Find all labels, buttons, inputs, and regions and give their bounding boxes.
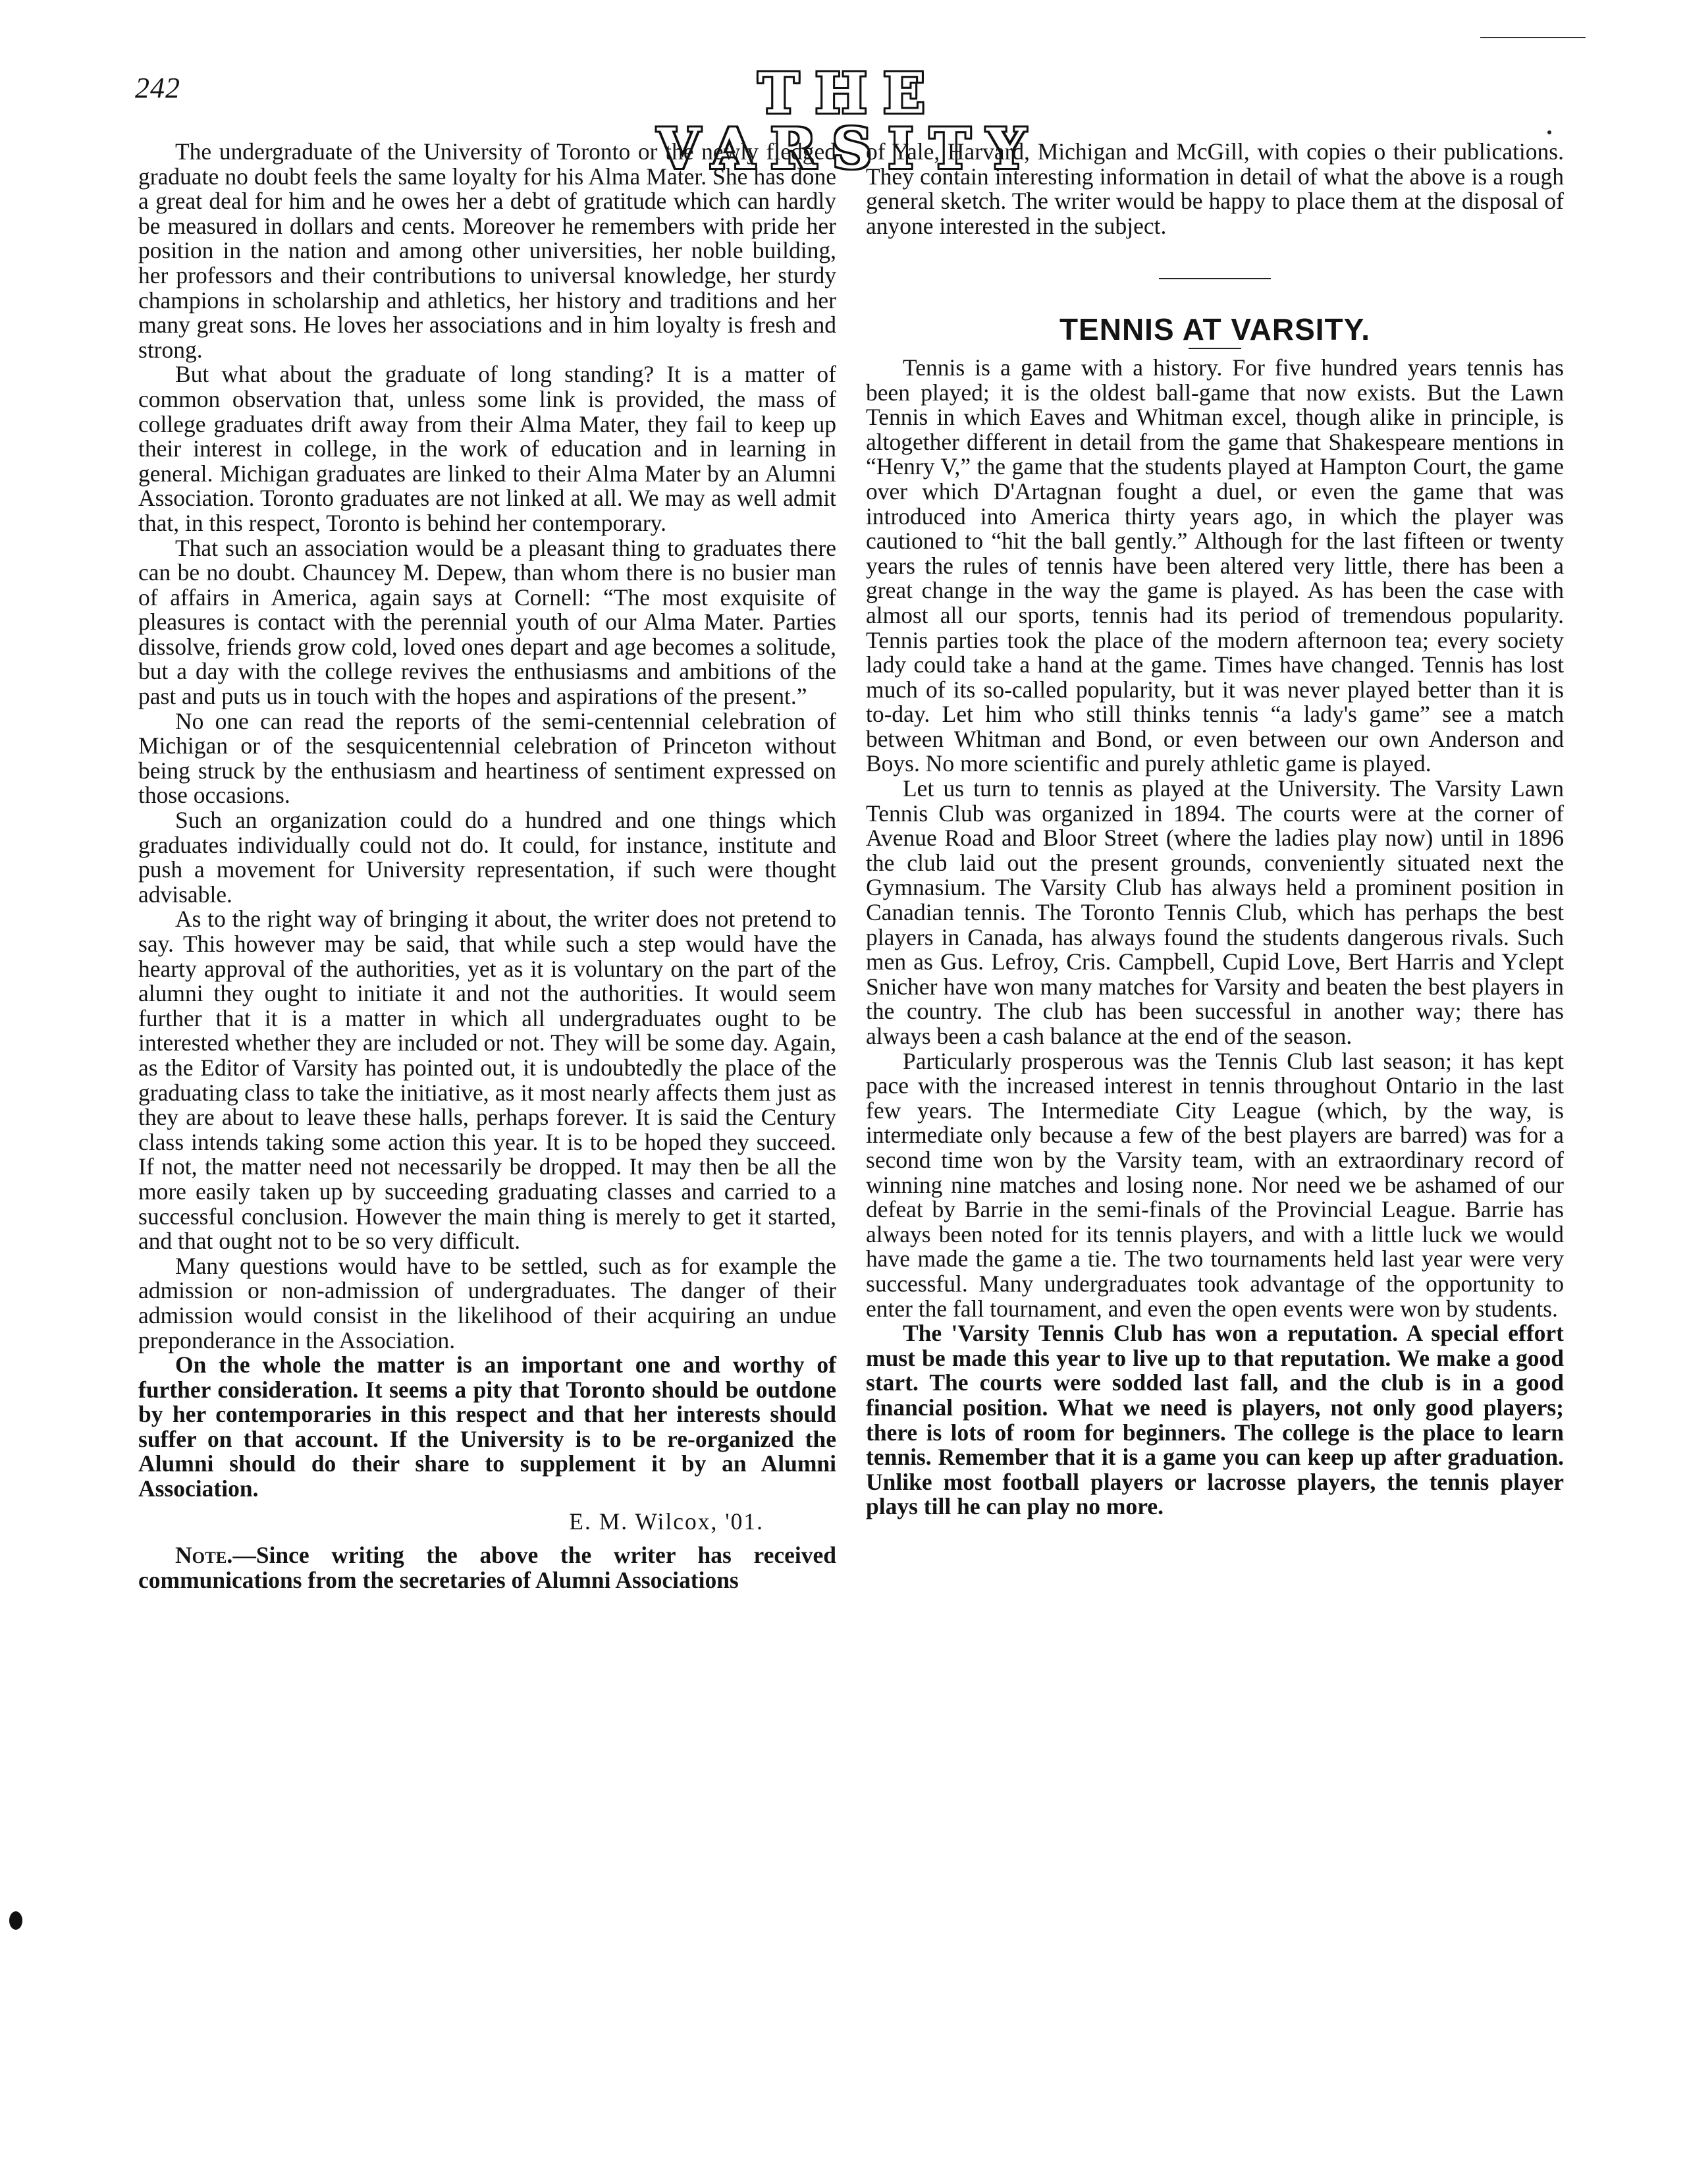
article-paragraph: As to the right way of bringing it about, the writer does not pretend to say. This however may be said, that while such a step would have the hearty approval of the authorities, yet as it is voluntary on the part of the alumni they ought to initiate it and not the authorities. It would seem further that it is a matter in which all undergraduates ought to be interested whether they are included or not. They will be some day. Again, as the Editor of Varsity has pointed out, it is undoubtedly the place of the graduating class to take the initiative, as it most nearly affects them just as they are about to leave these halls, perhaps forever. It is said the Century class intends taking some action this year. It is to be hoped they succeed. If not, the matter need not necessarily be dropped. It may then be all the more easily taken up by succeeding graduating classes and carried to a successful conclusion. However the main thing is merely to get it started, and that ought not to be so very difficult.	[138, 906, 836, 1255]
article-paragraph: The 'Varsity Tennis Club has won a reputation. A special effort must be made this year to live up to that reputation. We make a good start. The courts were sodded last fall, and the club is in a good financial position. What we need is players, not only good players; there is lots of room for beginners. The college is the place to learn tennis. Remember that it is a game you can keep up after graduation. Unlike most football players or lacrosse players, the tennis player plays till he can play no more.	[866, 1320, 1564, 1520]
article-paragraph: Such an organization could do a hundred and one things which graduates individually could not do. It could, for instance, institute and push a movement for University representation, if such were thought advisable.	[138, 807, 836, 908]
article-paragraph: That such an association would be a pleasant thing to graduates there can be no doubt. Chauncey M. Depew, than whom there is no busier man of affairs in America, again says at Cornell: “The most exquisite of pleasures is contact with the perennial youth of our Alma Mater. Parties dissolve, friends grow cold, loved ones depart and age becomes a solitude, but a day with the college revives the enthusiasms and ambitions of the past and puts us in touch with the hopes and aspirations of the present.”	[138, 534, 836, 710]
article-heading: TENNIS AT VARSITY.	[1059, 312, 1371, 347]
left-column	[138, 140, 836, 1593]
article-paragraph: Tennis is a game with a history. For five hundred years tennis has been played; it is the oldest ball-game that now exists. But the Lawn Tennis in which Eaves and Whitman excel, though alike in principle, is altogether different in detail from the game that Shakespeare mentions in “Henry V,” the game that the students played at Hampton Court, the game over which D'Artagnan fought a duel, or even the game that was introduced into America thirty years ago, in which the player was cautioned to “hit the ball gently.” Although for the last fifteen or twenty years the rules of tennis have been altered very little, there has been a great change in the way the game is played. As has been the case with almost all our sports, tennis had its period of tremendous popularity. Tennis parties took the place of the modern afternoon tea; every society lady could take a hand at the game. Times have changed. Tennis has lost much of its so-called popularity, but it was never played better than it is to-day. Let him who still thinks tennis “a lady's game” see a match between Whitman and Bond, or even between our own Anderson and Boys. No more scientific and purely athletic game is played.	[866, 354, 1564, 777]
article-paragraph: On the whole the matter is an important one and worthy of further consideration. It seems a pity that Toronto should be outdone by her contemporaries in this respect and that her interests should suffer on that account. If the University is to be re-organized the Alumni should do their share to supplement it by an Alumni Association.	[138, 1351, 836, 1502]
note-text: —Since writing the above the writer has received communications from the secretaries of Alumni Associations	[138, 1542, 836, 1593]
article-paragraph: Let us turn to tennis as played at the University. The Varsity Lawn Tennis Club was organized in 1894. The courts were at the corner of Avenue Road and Bloor Street (where the ladies play now) until in 1896 the club laid out the present grounds, conveniently situated next the Gymnasium. The Varsity Club has always held a prominent position in Canadian tennis. The Toronto Tennis Club, which has perhaps the best players in Canada, has always found the students dangerous rivals. Such men as Gus. Lefroy, Cris. Campbell, Cupid Love, Bert Harris and Yclept Snicher have won many matches for Varsity and beaten the best players in the country. The club has been successful in another way; there has always been a cash balance at the end of the season.	[866, 775, 1564, 1049]
author-signature: E. M. Wilcox, '01.	[569, 1508, 764, 1535]
article-paragraph: But what about the graduate of long standing? It is a matter of common observation that, unless some link is provided, the mass of college graduates drift away from their Alma Mater, they fail to keep up their interest in college, in the work of education and in learning in general. Michigan graduates are linked to their Alma Mater by an Alumni Association. Toronto graduates are not linked at all. We may as well admit that, in this respect, Toronto is behind her contemporary.	[138, 361, 836, 536]
article-paragraph: No one can read the reports of the semi-centennial celebration of Michigan or of the sesquicentennial celebration of Princeton without being struck by the enthusiasm and heartiness of sentiment expressed on those occasions.	[138, 707, 836, 809]
article-paragraph: Many questions would have to be settled, such as for example the admission or non-admission of undergraduates. The danger of their admission would consist in the likelihood of their acquiring an undue preponderance in the Association.	[138, 1252, 836, 1353]
right-column	[866, 140, 1564, 1519]
page-number: 242	[135, 72, 180, 104]
section-divider	[1159, 278, 1271, 279]
article-paragraph: The undergraduate of the University of Toronto or the newly fledged graduate no doubt feels the same loyalty for his Alma Mater. She has done a great deal for him and he owes her a debt of gratitude which can hardly be measured in dollars and cents. Moreover he remembers with pride her position in the nation and among other universities, her noble building, her professors and their contributions to universal knowledge, her sturdy champions in scholarship and athletics, her history and traditions and her many great sons. He loves her associations and in him loyalty is fresh and strong.	[138, 138, 836, 363]
article-paragraph: Particularly prosperous was the Tennis Club last season; it has kept pace with the increased interest in tennis throughout Ontario in the last few years. The Intermediate City League (which, by the way, is intermediate only because a few of the best players are barred) was for a second time won by the Varsity team, with an extraordinary record of winning nine matches and losing none. Nor need we be ashamed of our defeat by Barrie in the semi-finals of the Provincial League. Barrie has always been noted for its tennis players, and with a little luck we would have made the game a tie. The two tournaments held last year were very successful. Many undergraduates took advantage of the opportunity to enter the fall tournament, and even the open events were won by students.	[866, 1047, 1564, 1322]
masthead-title: THE VARSITY	[656, 61, 1042, 181]
heading-underline	[1189, 348, 1241, 349]
scan-mark	[1480, 37, 1586, 38]
note-label: Note.	[175, 1542, 233, 1569]
decorative-dot	[1547, 130, 1551, 134]
continued-paragraph: of Yale, Harvard, Michigan and McGill, with copies o their publications. They contain interesting information in detail of what the above is a rough general sketch. The writer would be happy to place them at the disposal of anyone interested in the subject.	[866, 138, 1564, 239]
margin-bullet-mark	[9, 1911, 22, 1930]
author-note	[138, 1543, 836, 1593]
